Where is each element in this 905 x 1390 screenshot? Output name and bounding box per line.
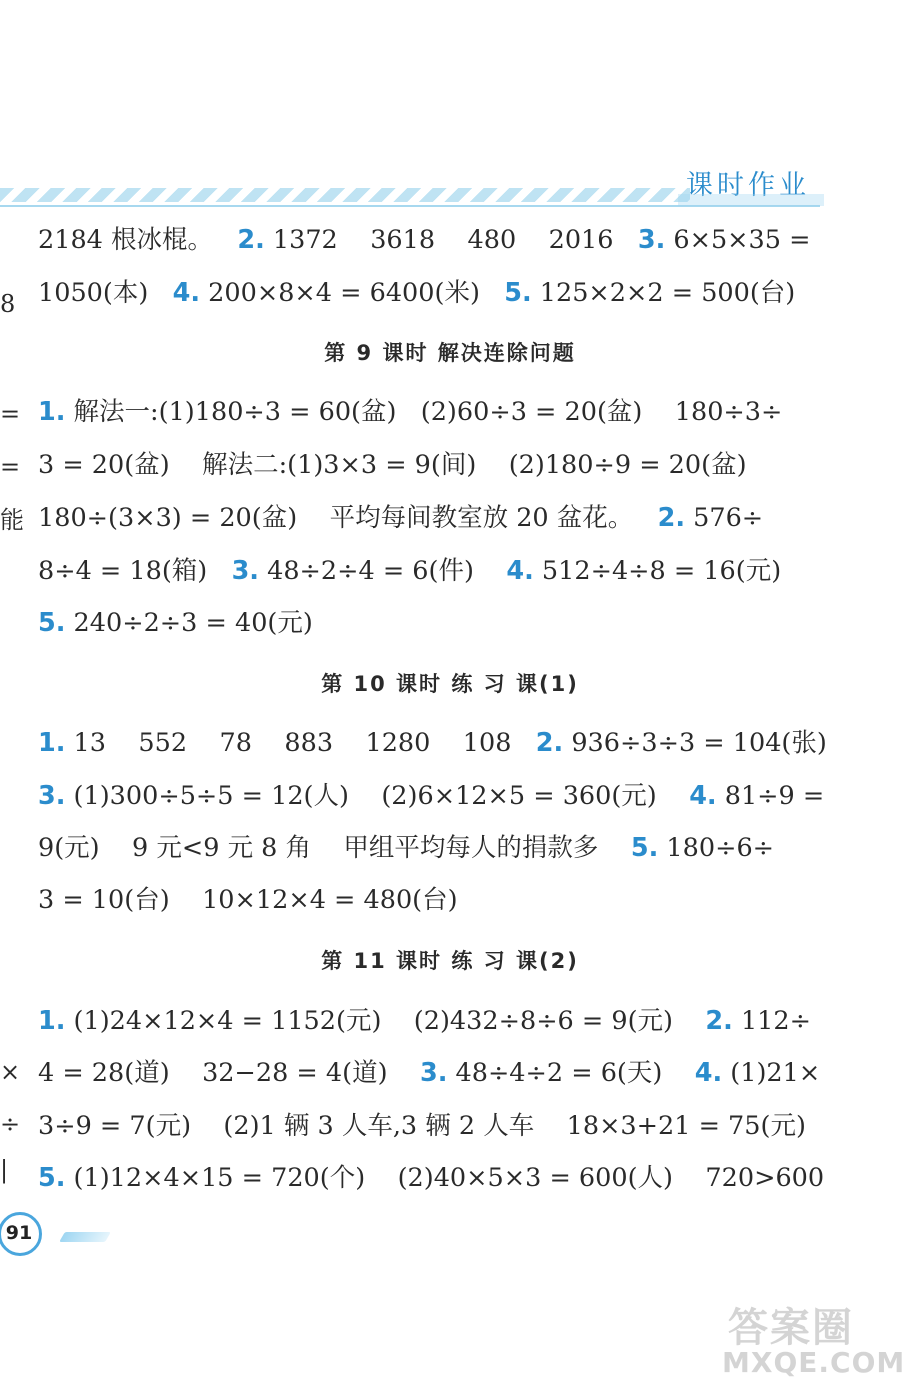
answer-line (38, 498, 763, 538)
answer-line (38, 273, 795, 313)
answer-line (38, 880, 458, 920)
answer-text: 6×5×35 = (665, 225, 811, 255)
answer-text: 48÷2÷4 = 6(件) (259, 556, 507, 586)
answer-line (38, 445, 747, 485)
answer-text: (1)21× (722, 1058, 821, 1088)
answer-text: 1372 3618 480 2016 (264, 225, 638, 255)
section-heading: 第 9 课时 解决连除问题 (324, 341, 576, 365)
answer-line (38, 1106, 806, 1146)
answer-text: (1)12×4×15 = 720(个) (2)40×5×3 = 600(人) 720>600 (65, 1163, 825, 1193)
question-number: 1. (38, 1006, 66, 1036)
watermark-logo: 答案圈 (728, 1305, 854, 1351)
margin-mark: × (0, 1058, 21, 1086)
answer-line (38, 603, 313, 643)
header-stripe (0, 188, 690, 202)
question-number: 5. (38, 608, 66, 638)
question-number: 4. (689, 781, 717, 811)
margin-mark: 8 (0, 290, 16, 318)
answer-line (38, 1053, 820, 1093)
answer-text: 81÷9 = (716, 781, 825, 811)
section-heading: 第 10 课时 练 习 课(1) (321, 672, 579, 696)
answer-text: 8÷4 = 18(箱) (38, 556, 232, 586)
answer-text: 解法一:(1)180÷3 = 60(盆) (2)60÷3 = 20(盆) 180÷3÷ (65, 397, 783, 427)
answer-line (38, 220, 810, 260)
question-number: 4. (172, 278, 201, 308)
answer-text: 125×2×2 = 500(台) (531, 278, 796, 308)
answer-line (38, 723, 827, 763)
watermark-url: MXQE.COM (722, 1346, 905, 1379)
section-heading: 第 11 课时 练 习 课(2) (321, 949, 579, 973)
question-number: 5. (504, 278, 532, 308)
question-number: 3. (637, 225, 666, 255)
question-number: 4. (694, 1058, 723, 1088)
answer-text: 13 552 78 883 1280 108 (65, 728, 536, 758)
answer-text: 3 = 10(台) 10×12×4 = 480(台) (38, 885, 458, 915)
answer-line (38, 828, 774, 868)
margin-mark: | (0, 1156, 9, 1184)
answer-text: 3÷9 = 7(元) (2)1 辆 3 人车,3 辆 2 人车 18×3+21 = 75(元) (38, 1111, 806, 1141)
question-number: 4. (506, 556, 534, 586)
page-number: 91 (5, 1222, 33, 1244)
answer-text: (1)24×12×4 = 1152(元) (2)432÷8÷6 = 9(元) (65, 1006, 706, 1036)
question-number: 3. (419, 1058, 448, 1088)
answer-text: 180÷6÷ (658, 833, 775, 863)
question-number: 1. (38, 728, 66, 758)
question-number: 3. (38, 781, 66, 811)
answer-line (38, 392, 782, 432)
question-number: 2. (705, 1006, 733, 1036)
question-number: 2. (237, 225, 265, 255)
answer-line (38, 1158, 824, 1198)
answer-text: 576÷ (685, 503, 764, 533)
answer-text: 2184 根冰棍。 (38, 225, 238, 255)
header-title: 课时作业 (672, 166, 824, 206)
answer-text: 180÷(3×3) = 20(盆) 平均每间教室放 20 盆花。 (38, 503, 658, 533)
answer-text: 4 = 28(道) 32−28 = 4(道) (38, 1058, 420, 1088)
answer-text: 112÷ (732, 1006, 811, 1036)
answer-text: 512÷4÷8 = 16(元) (533, 556, 782, 586)
watermark (722, 1296, 905, 1382)
question-number: 2. (657, 503, 686, 533)
question-number: 3. (231, 556, 259, 586)
answer-text: 48÷4÷2 = 6(天) (447, 1058, 695, 1088)
answer-text: 1050(本) (38, 278, 173, 308)
answer-text: 240÷2÷3 = 40(元) (65, 608, 313, 638)
margin-mark: = (0, 453, 21, 481)
answer-line (38, 776, 824, 816)
answer-text: 200×8×4 = 6400(米) (200, 278, 505, 308)
margin-mark: = (0, 400, 21, 428)
answer-text: 936÷3÷3 = 104(张) (563, 728, 827, 758)
answer-line (38, 1001, 811, 1041)
question-number: 1. (38, 397, 66, 427)
question-number: 2. (535, 728, 564, 758)
answer-text: 3 = 20(盆) 解法二:(1)3×3 = 9(间) (2)180÷9 = 20(盆) (38, 450, 747, 480)
answer-text: 9(元) 9 元<9 元 8 角 甲组平均每人的捐款多 (38, 833, 631, 863)
answer-text: (1)300÷5÷5 = 12(人) (2)6×12×5 = 360(元) (65, 781, 690, 811)
answer-line (38, 551, 781, 591)
question-number: 5. (630, 833, 659, 863)
margin-mark: ÷ (0, 1110, 21, 1138)
page-swoosh-decoration (59, 1232, 111, 1242)
question-number: 5. (38, 1163, 66, 1193)
margin-mark: 能 (0, 506, 24, 534)
